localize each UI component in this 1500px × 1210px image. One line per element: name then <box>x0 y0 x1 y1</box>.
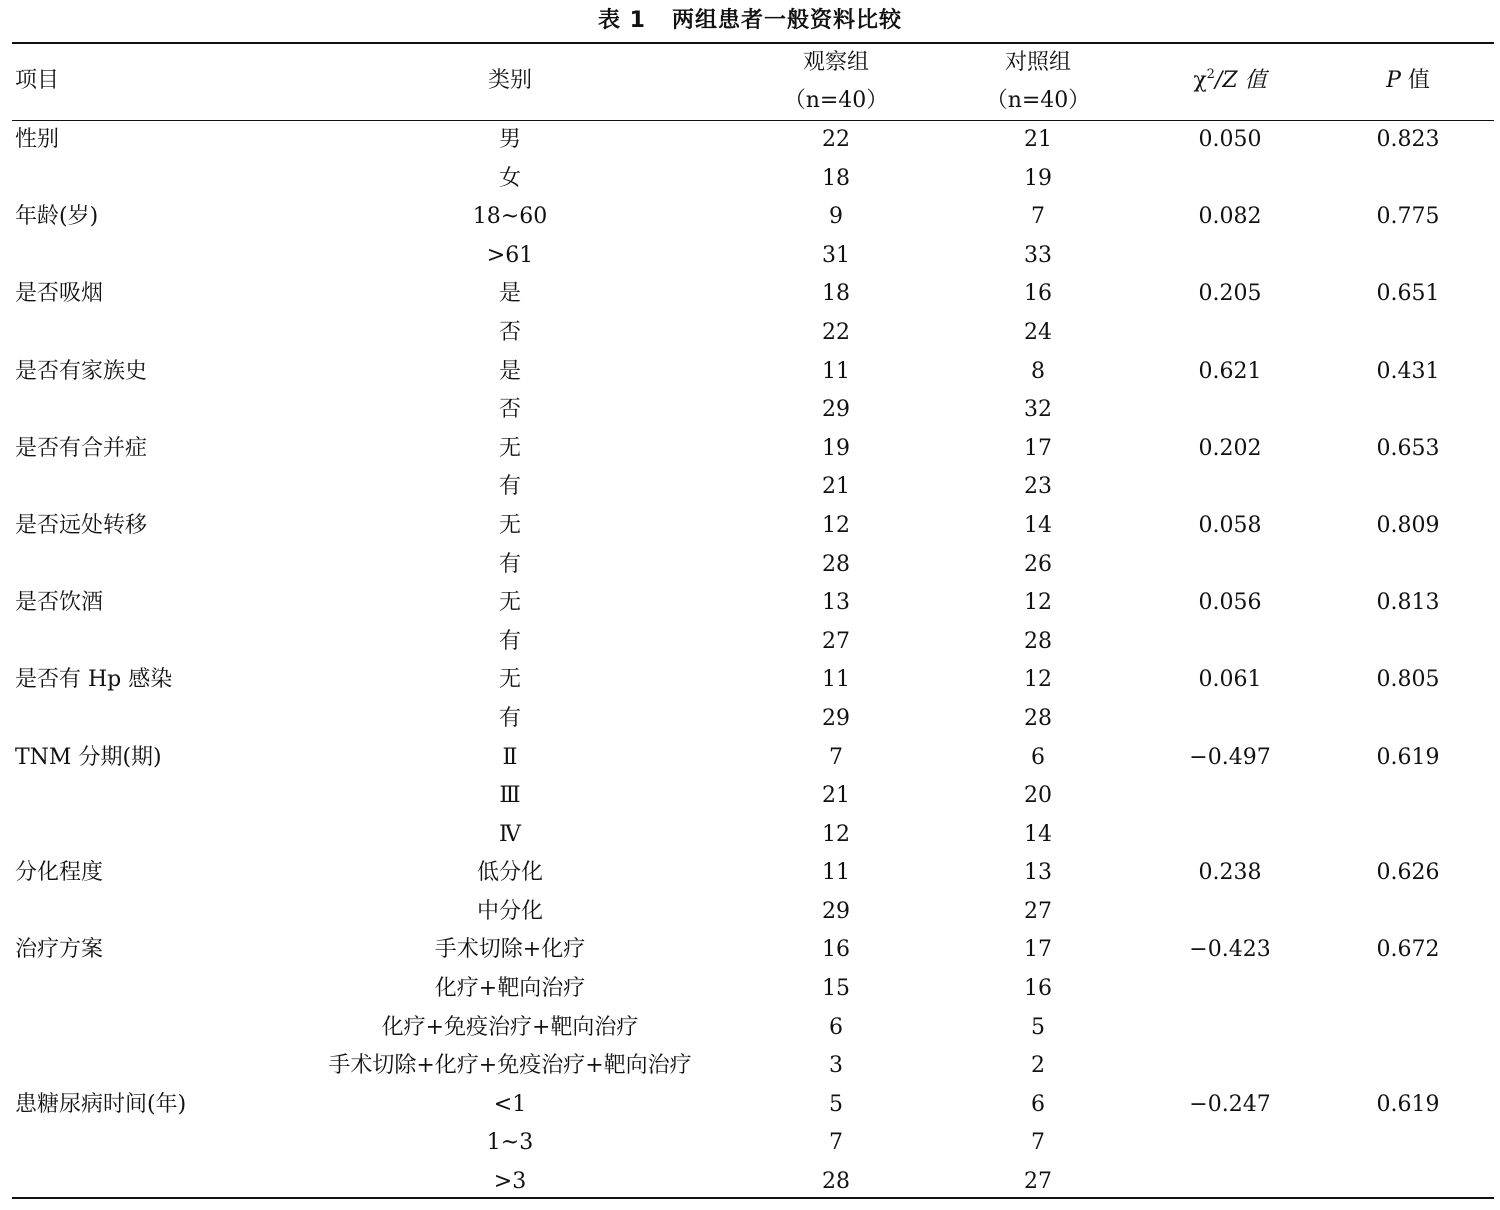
row-obs-cell: 3 <box>829 1053 843 1079</box>
row-item-cell: 是否饮酒 <box>15 590 104 616</box>
row-ctl-cell: 27 <box>1024 898 1052 924</box>
table-row <box>0 275 1500 314</box>
row-ctl-cell: 19 <box>1024 165 1052 191</box>
row-ctl-cell: 12 <box>1024 590 1052 616</box>
table-row <box>0 121 1500 160</box>
row-category-cell: 有 <box>498 474 521 500</box>
row-category-cell: Ⅳ <box>499 821 521 847</box>
row-ctl-cell: 8 <box>1031 358 1045 384</box>
row-stat-cell: 0.058 <box>1198 512 1262 538</box>
row-stat-cell: 0.061 <box>1198 667 1262 693</box>
row-obs-cell: 21 <box>822 474 850 500</box>
row-p-cell: 0.653 <box>1376 435 1440 461</box>
row-category-cell: <1 <box>493 1091 527 1117</box>
row-obs-cell: 7 <box>829 1130 843 1156</box>
row-obs-cell: 7 <box>829 744 843 770</box>
table-row <box>0 1163 1500 1202</box>
table-row <box>0 777 1500 816</box>
row-category-cell: 18~60 <box>472 204 548 230</box>
row-ctl-cell: 21 <box>1024 127 1052 152</box>
row-obs-cell: 11 <box>822 860 850 886</box>
row-p-cell: 0.775 <box>1376 204 1440 230</box>
row-obs-cell: 29 <box>822 397 850 423</box>
table-body <box>0 121 1500 1202</box>
table-row <box>0 970 1500 1009</box>
row-stat-cell: 0.056 <box>1198 590 1262 616</box>
row-category-cell: 否 <box>498 397 521 423</box>
row-stat-cell: 0.082 <box>1198 204 1262 230</box>
row-obs-cell: 12 <box>822 512 850 538</box>
table-row <box>0 739 1500 778</box>
row-p-cell: 0.626 <box>1376 860 1440 886</box>
header-statistic <box>1130 62 1330 100</box>
row-obs-cell: 6 <box>829 1014 843 1040</box>
table-row <box>0 1009 1500 1048</box>
row-category-cell: Ⅱ <box>502 744 518 770</box>
row-obs-cell: 16 <box>822 937 850 963</box>
table-row <box>0 353 1500 392</box>
row-ctl-cell: 20 <box>1024 783 1052 809</box>
header-stat-rest: /Z 值 <box>1214 68 1267 93</box>
table-caption: 两组患者一般资料比较 <box>671 8 902 33</box>
row-obs-cell: 21 <box>822 783 850 809</box>
row-item-cell: 是否有家族史 <box>15 358 148 384</box>
row-p-cell: 0.651 <box>1376 281 1440 307</box>
row-p-cell: 0.809 <box>1376 512 1440 538</box>
row-p-cell: 0.805 <box>1376 667 1440 693</box>
row-ctl-cell: 12 <box>1024 667 1052 693</box>
row-category-cell: 有 <box>498 628 521 654</box>
header-obs-group <box>776 44 896 120</box>
header-category: 类别 <box>487 68 532 93</box>
header-stat-sup: 2 <box>1206 67 1215 82</box>
row-category-cell: 无 <box>498 590 521 616</box>
row-category-cell: 是 <box>498 358 521 384</box>
row-category-cell: 化疗+免疫治疗+靶向治疗 <box>381 1014 639 1040</box>
row-category-cell: Ⅲ <box>499 783 521 809</box>
row-category-cell: 低分化 <box>476 860 543 886</box>
row-ctl-cell: 6 <box>1031 744 1045 770</box>
table-row <box>0 391 1500 430</box>
row-category-cell: 1~3 <box>486 1130 534 1156</box>
row-obs-cell: 27 <box>822 628 850 654</box>
row-ctl-cell: 17 <box>1024 937 1052 963</box>
row-category-cell: 无 <box>498 512 521 538</box>
table-row <box>0 430 1500 469</box>
row-stat-cell: −0.247 <box>1189 1091 1271 1117</box>
row-category-cell: >61 <box>486 242 534 268</box>
row-item-cell: 是否吸烟 <box>15 281 104 307</box>
table-row <box>0 546 1500 585</box>
row-obs-cell: 9 <box>829 204 843 230</box>
row-category-cell: 有 <box>498 705 521 731</box>
row-p-cell: 0.813 <box>1376 590 1440 616</box>
table-row <box>0 893 1500 932</box>
header-obs-n: （n=40） <box>783 88 889 113</box>
row-item-cell: 是否有合并症 <box>15 435 148 461</box>
row-item-cell: TNM 分期(期) <box>15 744 162 770</box>
table-row <box>0 507 1500 546</box>
table-row <box>0 1086 1500 1125</box>
row-category-cell: 中分化 <box>476 898 543 924</box>
table-row <box>0 700 1500 739</box>
table-title <box>0 6 1500 36</box>
row-obs-cell: 29 <box>822 898 850 924</box>
row-category-cell: 女 <box>498 165 521 191</box>
row-obs-cell: 28 <box>822 1169 850 1195</box>
table-row <box>0 816 1500 855</box>
row-category-cell: 无 <box>498 667 521 693</box>
row-ctl-cell: 13 <box>1024 860 1052 886</box>
row-ctl-cell: 23 <box>1024 474 1052 500</box>
row-ctl-cell: 6 <box>1031 1091 1045 1117</box>
table-row <box>0 1124 1500 1163</box>
row-obs-cell: 18 <box>822 281 850 307</box>
row-obs-cell: 12 <box>822 821 850 847</box>
header-p-letter: P <box>1386 68 1401 93</box>
row-item-cell: 分化程度 <box>15 860 104 886</box>
header-ctl-group <box>978 44 1098 120</box>
row-category-cell: 手术切除+化疗 <box>434 937 586 963</box>
row-ctl-cell: 7 <box>1031 204 1045 230</box>
row-stat-cell: 0.202 <box>1198 435 1262 461</box>
table-row <box>0 160 1500 199</box>
row-ctl-cell: 33 <box>1024 242 1052 268</box>
row-item-cell: 是否有 Hp 感染 <box>15 667 173 693</box>
row-obs-cell: 11 <box>822 667 850 693</box>
row-obs-cell: 11 <box>822 358 850 384</box>
row-ctl-cell: 2 <box>1031 1053 1045 1079</box>
table-row <box>0 854 1500 893</box>
row-stat-cell: −0.497 <box>1189 744 1271 770</box>
row-ctl-cell: 28 <box>1024 628 1052 654</box>
row-ctl-cell: 16 <box>1024 281 1052 307</box>
row-obs-cell: 22 <box>822 127 850 152</box>
table-row <box>0 468 1500 507</box>
row-category-cell: 无 <box>498 435 521 461</box>
row-ctl-cell: 16 <box>1024 976 1052 1002</box>
row-stat-cell: 0.238 <box>1198 860 1262 886</box>
row-category-cell: 手术切除+化疗+免疫治疗+靶向治疗 <box>328 1053 692 1079</box>
row-ctl-cell: 26 <box>1024 551 1052 577</box>
row-stat-cell: 0.050 <box>1198 127 1262 152</box>
row-p-cell: 0.431 <box>1376 358 1440 384</box>
table-row <box>0 661 1500 700</box>
row-ctl-cell: 28 <box>1024 705 1052 731</box>
table-row <box>0 584 1500 623</box>
top-rule <box>12 42 1494 44</box>
row-item-cell: 是否远处转移 <box>15 512 148 538</box>
row-category-cell: 有 <box>498 551 521 577</box>
table-row <box>0 931 1500 970</box>
row-obs-cell: 28 <box>822 551 850 577</box>
row-item-cell: 年龄(岁) <box>15 204 99 230</box>
bottom-rule <box>12 1197 1494 1199</box>
row-category-cell: 否 <box>498 319 521 345</box>
row-obs-cell: 19 <box>822 435 850 461</box>
table-row <box>0 237 1500 276</box>
row-p-cell: 0.672 <box>1376 937 1440 963</box>
row-stat-cell: 0.621 <box>1198 358 1262 384</box>
row-item-cell: 患糖尿病时间(年) <box>15 1091 187 1117</box>
row-p-cell: 0.619 <box>1376 744 1440 770</box>
header-p-rest: 值 <box>1400 68 1430 93</box>
row-item-cell: 性别 <box>15 127 60 152</box>
table-number: 表 1 <box>598 8 646 33</box>
row-ctl-cell: 24 <box>1024 319 1052 345</box>
row-ctl-cell: 14 <box>1024 821 1052 847</box>
row-obs-cell: 5 <box>829 1091 843 1117</box>
table-row <box>0 1047 1500 1086</box>
row-ctl-cell: 17 <box>1024 435 1052 461</box>
table-row <box>0 623 1500 662</box>
row-category-cell: 化疗+靶向治疗 <box>434 976 586 1002</box>
row-category-cell: 男 <box>498 127 521 152</box>
header-ctl-name: 对照组 <box>1004 50 1071 75</box>
row-obs-cell: 22 <box>822 319 850 345</box>
row-ctl-cell: 32 <box>1024 397 1052 423</box>
row-ctl-cell: 27 <box>1024 1169 1052 1195</box>
row-stat-cell: −0.423 <box>1189 937 1271 963</box>
row-category-cell: >3 <box>493 1169 527 1195</box>
row-obs-cell: 13 <box>822 590 850 616</box>
header-stat-chi: χ <box>1193 68 1207 93</box>
table-row <box>0 198 1500 237</box>
header-p-value <box>1318 62 1498 100</box>
row-p-cell: 0.619 <box>1376 1091 1440 1117</box>
row-obs-cell: 29 <box>822 705 850 731</box>
header-ctl-n: （n=40） <box>985 88 1091 113</box>
row-ctl-cell: 7 <box>1031 1130 1045 1156</box>
header-item: 项目 <box>15 68 60 93</box>
row-obs-cell: 18 <box>822 165 850 191</box>
row-category-cell: 是 <box>498 281 521 307</box>
row-stat-cell: 0.205 <box>1198 281 1262 307</box>
row-obs-cell: 31 <box>822 242 850 268</box>
header-obs-name: 观察组 <box>802 50 869 75</box>
row-ctl-cell: 14 <box>1024 512 1052 538</box>
row-item-cell: 治疗方案 <box>15 937 104 963</box>
row-ctl-cell: 5 <box>1031 1014 1045 1040</box>
row-p-cell: 0.823 <box>1376 127 1440 152</box>
table-row <box>0 314 1500 353</box>
row-obs-cell: 15 <box>822 976 850 1002</box>
